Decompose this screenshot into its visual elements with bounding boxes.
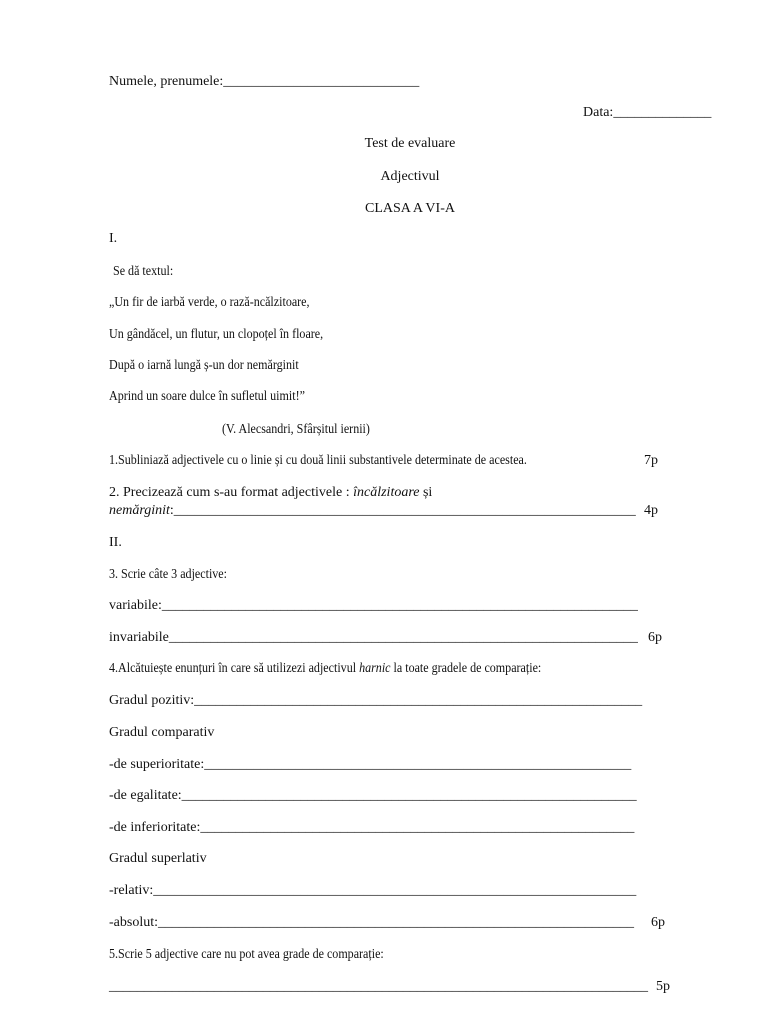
- pozitiv-answer-line[interactable]: Gradul pozitiv:________________________________________________________________: [109, 693, 643, 708]
- poem-source: [222, 422, 394, 438]
- question-5-text: 5.Scrie 5 adjective care nu pot avea grade de comparație:: [109, 947, 384, 962]
- poem-line-2: [109, 327, 358, 343]
- question-3-points: 6p: [648, 630, 662, 645]
- question-2-answer-row: [109, 503, 636, 519]
- poem-line-4-text: Aprind un soare dulce în sufletul uimit!”: [109, 389, 305, 404]
- name-label: Numele, prenumele:: [109, 74, 224, 89]
- question-3: [109, 567, 246, 583]
- variabile-answer-line[interactable]: variabile:____________________________________________________________________: [109, 598, 638, 613]
- question-4-points: 6p: [651, 915, 665, 930]
- test-class: CLASA A VI-A: [365, 201, 455, 216]
- poem-line-4: [109, 389, 337, 405]
- section-2-numeral: II.: [109, 535, 122, 550]
- question-4-text-b: la toate gradele de comparație:: [390, 661, 542, 676]
- date-label: Data:: [583, 105, 614, 120]
- question-5-answer-line[interactable]: _____________________________________________________________________________: [109, 979, 648, 994]
- question-2-word-a: încălzitoare: [353, 485, 420, 500]
- section-1-numeral: I.: [109, 231, 118, 246]
- inferioritate-answer-line[interactable]: -de inferioritate:______________________________________________________________: [109, 820, 635, 835]
- poem-line-2-text: Un gândăcel, un flutur, un clopoțel în floare,: [109, 327, 324, 342]
- poem-line-3-text: După o iarnă lungă ș-un dor nemărginit: [109, 358, 299, 373]
- comparativ-heading: Gradul comparativ: [109, 725, 215, 740]
- test-subject: Adjectivul: [380, 169, 440, 184]
- invariabile-answer-line[interactable]: invariabile___________________________________________________________________: [109, 630, 638, 645]
- question-1-text: 1.Subliniază adjectivele cu o linie și cu două linii substantivele determinate de acestea.: [109, 453, 527, 468]
- question-2-points: 4p: [644, 503, 658, 518]
- section-1-intro: [113, 264, 183, 280]
- question-2-blank[interactable]: :__________________________________________________________________: [169, 503, 636, 518]
- question-4: [109, 661, 612, 677]
- poem-source-text: (V. Alecsandri, Sfârșitul iernii): [222, 422, 370, 437]
- name-blank[interactable]: ____________________________: [223, 74, 420, 89]
- superlativ-heading: Gradul superlativ: [109, 851, 207, 866]
- relativ-answer-line[interactable]: -relativ:_____________________________________________________________________: [109, 883, 637, 898]
- question-3-text: 3. Scrie câte 3 adjective:: [109, 567, 228, 582]
- question-4-text-a: 4.Alcătuiește enunțuri în care să utilizezi adjectivul: [109, 661, 360, 676]
- question-5: [109, 947, 429, 963]
- absolut-answer-line[interactable]: -absolut:____________________________________________________________________: [109, 915, 634, 930]
- egalitate-answer-line[interactable]: -de egalitate:_________________________________________________________________: [109, 788, 637, 803]
- question-2-word-b: nemărginit: [109, 503, 170, 518]
- question-2-text-a: 2. Precizează cum s-au format adjectivele :: [109, 485, 354, 500]
- question-4-text-line: [109, 661, 541, 677]
- question-1-points: 7p: [644, 453, 658, 468]
- question-4-word: harnic: [359, 661, 391, 676]
- question-5-points: 5p: [656, 979, 670, 994]
- question-2-text-b: și: [419, 485, 433, 500]
- poem-line-1: [109, 295, 342, 311]
- superioritate-answer-line[interactable]: -de superioritate:_____________________________________________________________: [109, 757, 632, 772]
- poem-line-1-text: „Un fir de iarbă verde, o rază-ncălzitoare,: [109, 295, 310, 310]
- poem-line-3: [109, 358, 330, 374]
- test-title: Test de evaluare: [364, 136, 456, 151]
- name-field-row: [109, 74, 419, 90]
- section-1-intro-text: Se dă textul:: [113, 264, 174, 279]
- question-1: [109, 453, 595, 469]
- date-blank[interactable]: ______________: [613, 105, 712, 120]
- question-2: [109, 485, 432, 501]
- date-field-row: [583, 105, 711, 121]
